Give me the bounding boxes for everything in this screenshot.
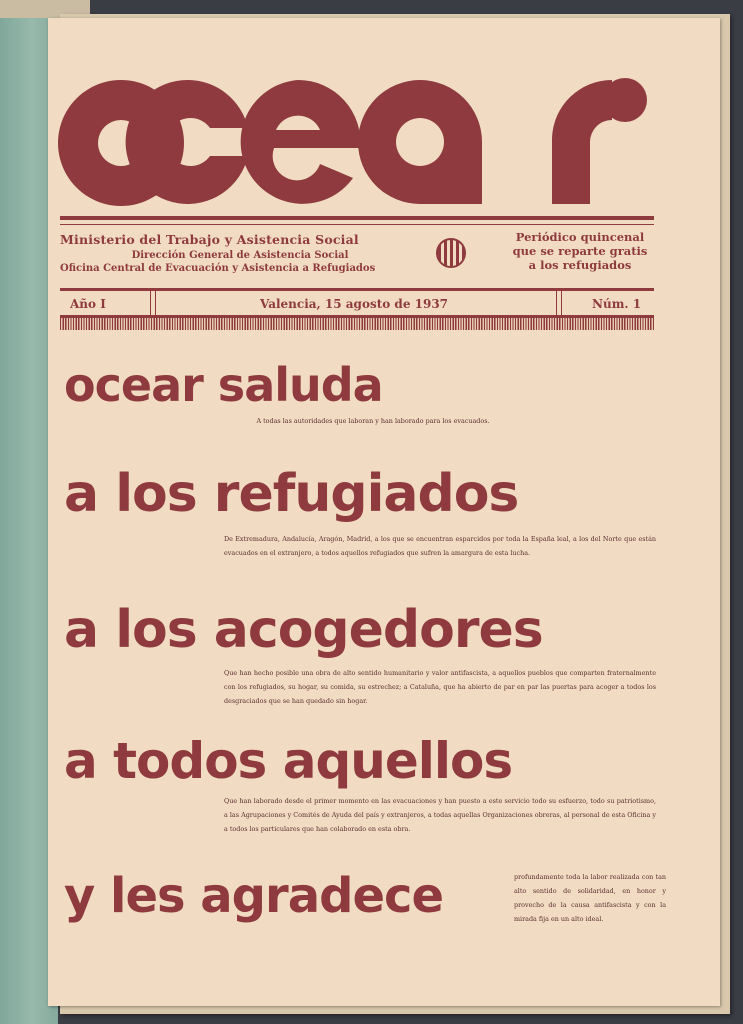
bar-divider [150,291,156,315]
issuer-block [60,232,420,274]
headline-agradece: y les agradece [64,868,444,924]
top-rule-thin [60,224,654,225]
bar-divider [556,291,562,315]
headline-todos: a todos aquellos [64,732,513,790]
issue-date: Valencia, 15 agosto de 1937 [260,297,449,311]
paragraph-hosts: Que han hecho posible una obra de alto sentido humanitario y valor antifascista, a aquellos pueblos que comparten fraternalmente con los refugiados, su hogar, su comida, su estrechez; a Cataluña, que ha abierto de par en par las puertas para acoger a todos los desgraciados que se han quedado sin hogar. [224,669,656,705]
issue-year: Año I [70,297,106,311]
top-rule [60,216,654,220]
paragraph-authorities: A todas las autoridades que laboran y han laborado para los evacuados. [256,417,490,425]
issue-bar [60,288,654,318]
headline-saluda: ocear saluda [64,358,383,412]
headline-acogedores: a los acogedores [64,600,543,660]
ministry-line: Ministerio del Trabajo y Asistencia Social [60,232,359,247]
paragraph-collaborators: Que han laborado desde el primer momento en las evacuaciones y han puesto a este servicio todo su esfuerzo, todo su patriotismo, a las Agrupaciones y Comités de Ayuda del país y extranjeros, a todas aquellas Organizaciones obreras, al personal de esta Oficina y a todos los particulares que han colaborado en esta obra. [224,797,656,833]
office-line: Oficina Central de Evacuación y Asistencia a Refugiados [60,263,376,274]
issue-number: Núm. 1 [592,297,642,311]
direction-line: Dirección General de Asistencia Social [131,250,349,261]
paragraph-thanks: profundamente toda la labor realizada con tan alto sentido de solidaridad, en honor y provecho de la causa antifascista y con la mirada fija en un alto ideal. [514,873,666,923]
emblem-seal [436,238,466,268]
hatched-band [60,318,654,330]
periodical-line: que se reparte gratis [512,244,648,258]
newspaper-page [48,18,720,1006]
periodical-line: Periódico quincenal [515,230,645,244]
masthead-logo [58,78,658,208]
paragraph-refugees: De Extremadura, Andalucía, Aragón, Madrid, a los que se encuentran esparcidos por toda la España leal, a los del Norte que están evacuados en el extranjero, a todos aquellos refugiados que sufren la amargura de esta lucha. [224,535,656,557]
periodical-block [490,230,670,272]
periodical-line: a los refugiados [528,258,632,272]
headline-refugiados: a los refugiados [64,464,519,524]
